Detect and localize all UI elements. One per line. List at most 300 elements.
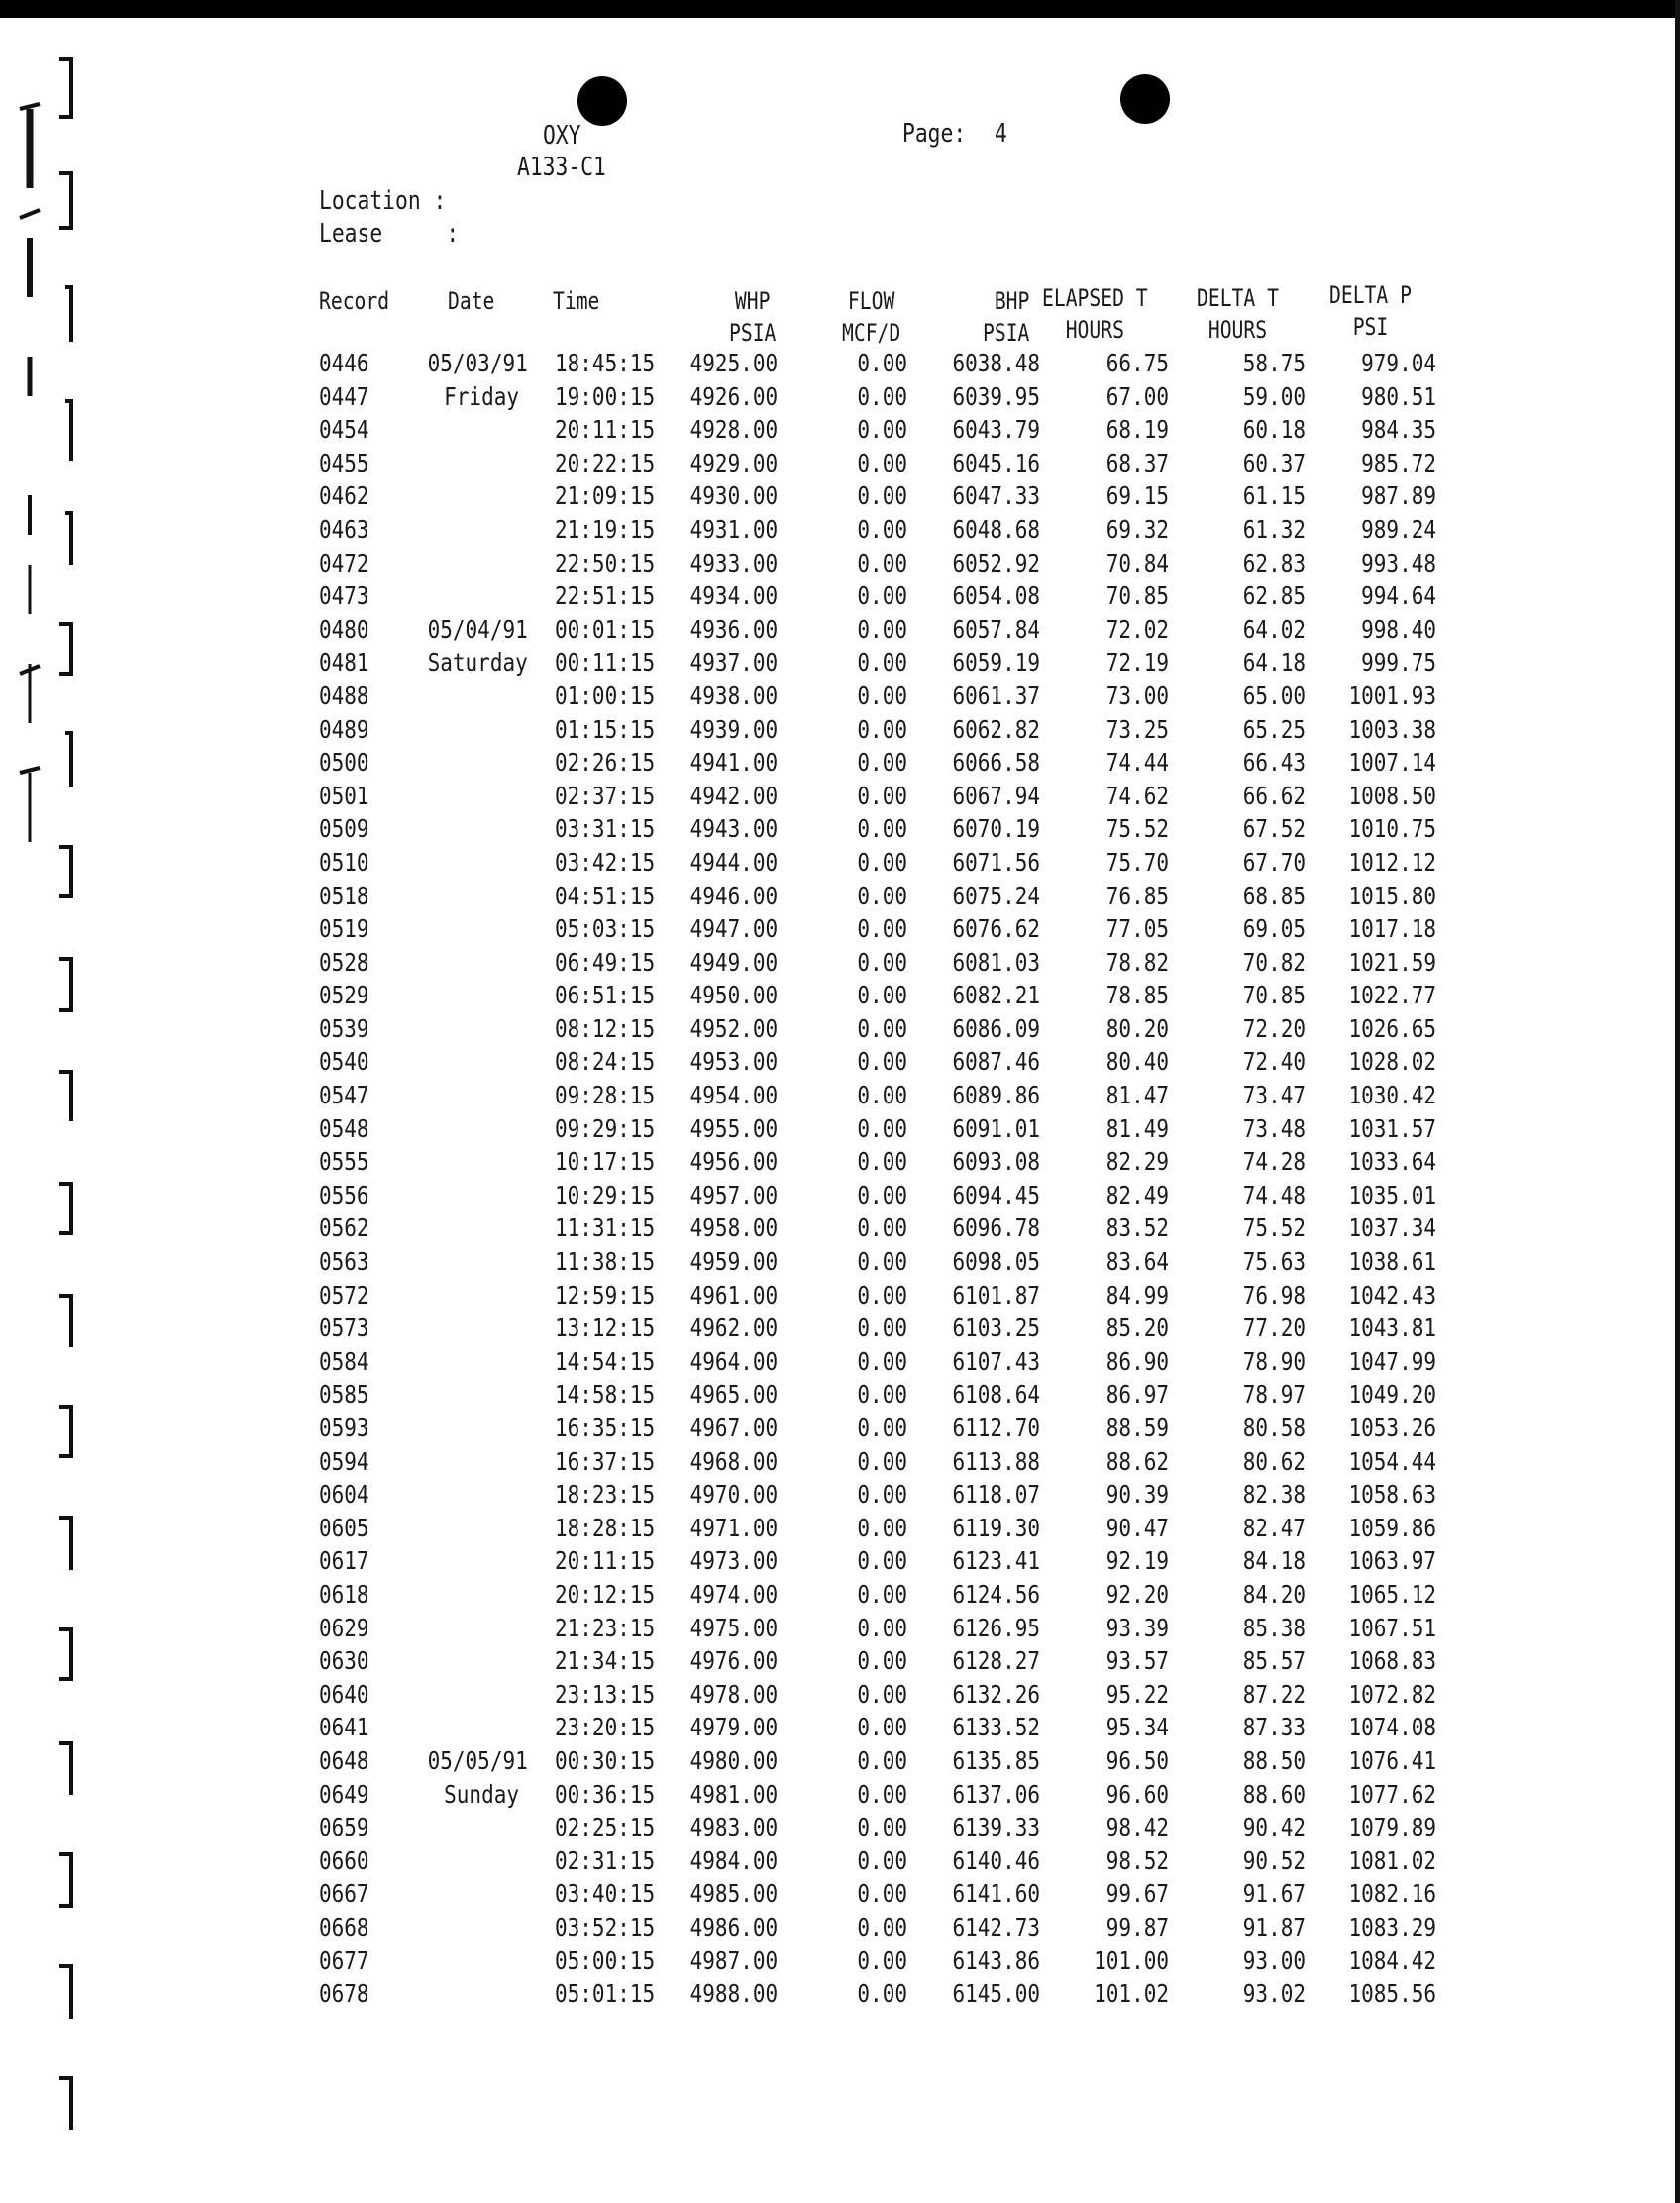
date-cell: 05/05/91 <box>427 1745 528 1775</box>
delta-p-cell: 998.40 <box>1361 614 1436 644</box>
delta-t-cell: 72.20 <box>1242 1013 1306 1043</box>
record-cell: 0630 <box>319 1646 369 1676</box>
time-cell: 20:11:15 <box>555 1546 656 1576</box>
record-cell: 0573 <box>319 1313 369 1343</box>
time-cell: 20:22:15 <box>555 448 656 477</box>
column-header-elapsed: ELAPSED T HOURS <box>1042 284 1148 344</box>
flow-cell: 0.00 <box>857 1446 907 1476</box>
table-row <box>0 1480 1680 1514</box>
bhp-cell: 6054.08 <box>952 581 1040 611</box>
table-row <box>0 1746 1680 1780</box>
record-cell: 0540 <box>319 1047 369 1077</box>
time-cell: 21:34:15 <box>555 1646 656 1676</box>
bhp-cell: 6039.95 <box>952 381 1040 411</box>
whp-cell: 4959.00 <box>689 1247 779 1277</box>
delta-t-cell: 91.87 <box>1242 1912 1306 1941</box>
delta-t-cell: 76.98 <box>1242 1280 1306 1310</box>
whp-cell: 4947.00 <box>689 914 779 944</box>
bhp-cell: 6143.86 <box>952 1945 1040 1975</box>
elapsed-cell: 72.19 <box>1105 648 1169 678</box>
column-header-time: Time <box>553 287 600 315</box>
elapsed-cell: 90.47 <box>1105 1513 1169 1542</box>
flow-cell: 0.00 <box>857 714 907 744</box>
record-cell: 0473 <box>319 581 369 611</box>
record-cell: 0572 <box>319 1280 369 1310</box>
delta-p-cell: 980.51 <box>1361 381 1436 411</box>
flow-cell: 0.00 <box>857 1247 907 1277</box>
record-cell: 0518 <box>319 881 369 910</box>
time-cell: 09:29:15 <box>555 1113 656 1143</box>
delta-t-cell: 80.62 <box>1242 1446 1306 1476</box>
flow-cell: 0.00 <box>857 1912 907 1941</box>
delta-t-cell: 73.47 <box>1242 1081 1306 1110</box>
bhp-cell: 6048.68 <box>952 514 1040 544</box>
time-cell: 03:31:15 <box>555 814 656 844</box>
bhp-cell: 6071.56 <box>952 847 1040 877</box>
delta-p-cell: 989.24 <box>1361 514 1436 544</box>
time-cell: 16:35:15 <box>555 1414 656 1442</box>
time-cell: 01:00:15 <box>555 681 656 710</box>
bhp-cell: 6126.95 <box>952 1613 1040 1642</box>
table-row <box>0 382 1680 416</box>
time-cell: 13:12:15 <box>555 1313 656 1343</box>
whp-cell: 4941.00 <box>689 748 779 778</box>
delta-t-cell: 74.28 <box>1242 1147 1306 1177</box>
time-cell: 11:31:15 <box>555 1213 656 1243</box>
elapsed-cell: 77.05 <box>1105 914 1169 944</box>
elapsed-cell: 86.90 <box>1105 1346 1169 1376</box>
record-cell: 0463 <box>319 514 369 544</box>
delta-p-cell: 1003.38 <box>1348 714 1436 744</box>
record-cell: 0462 <box>319 481 369 511</box>
time-cell: 10:17:15 <box>555 1147 656 1177</box>
flow-cell: 0.00 <box>857 415 907 445</box>
table-row <box>0 1846 1680 1880</box>
delta-p-cell: 1059.86 <box>1348 1513 1436 1542</box>
flow-cell: 0.00 <box>857 881 907 910</box>
delta-p-cell: 1082.16 <box>1348 1879 1436 1909</box>
record-cell: 0509 <box>319 814 369 844</box>
delta-t-cell: 80.58 <box>1242 1414 1306 1442</box>
company-label: OXY <box>543 121 581 151</box>
record-cell: 0519 <box>319 914 369 944</box>
elapsed-cell: 82.49 <box>1105 1180 1169 1209</box>
elapsed-cell: 98.42 <box>1105 1813 1169 1842</box>
record-cell: 0641 <box>319 1713 369 1742</box>
flow-cell: 0.00 <box>857 1346 907 1376</box>
record-cell: 0548 <box>319 1113 369 1143</box>
whp-cell: 4953.00 <box>689 1047 779 1077</box>
delta-t-cell: 59.00 <box>1242 381 1306 411</box>
elapsed-cell: 75.70 <box>1105 847 1169 877</box>
delta-t-cell: 93.02 <box>1242 1979 1306 2009</box>
elapsed-cell: 101.02 <box>1094 1979 1169 2009</box>
time-cell: 20:11:15 <box>555 415 656 445</box>
elapsed-cell: 95.22 <box>1105 1679 1169 1709</box>
bhp-cell: 6091.01 <box>952 1113 1040 1143</box>
record-cell: 0593 <box>319 1414 369 1442</box>
record-cell: 0446 <box>319 349 369 377</box>
time-cell: 21:09:15 <box>555 481 656 511</box>
delta-p-cell: 1049.20 <box>1348 1380 1436 1410</box>
delta-t-cell: 91.67 <box>1242 1879 1306 1909</box>
delta-p-cell: 984.35 <box>1361 415 1436 445</box>
time-cell: 14:58:15 <box>555 1380 656 1410</box>
flow-cell: 0.00 <box>857 1979 907 2009</box>
table-row <box>0 1081 1680 1114</box>
elapsed-cell: 68.19 <box>1105 415 1169 445</box>
delta-p-cell: 1077.62 <box>1348 1779 1436 1809</box>
bhp-cell: 6124.56 <box>952 1579 1040 1609</box>
delta-p-cell: 1047.99 <box>1348 1346 1436 1376</box>
elapsed-cell: 92.20 <box>1105 1579 1169 1609</box>
whp-cell: 4973.00 <box>689 1546 779 1576</box>
whp-cell: 4988.00 <box>689 1979 779 2009</box>
bhp-cell: 6086.09 <box>952 1013 1040 1043</box>
record-cell: 0660 <box>319 1845 369 1875</box>
time-cell: 10:29:15 <box>555 1180 656 1209</box>
flow-cell: 0.00 <box>857 1213 907 1243</box>
record-cell: 0563 <box>319 1247 369 1277</box>
whp-cell: 4961.00 <box>689 1280 779 1310</box>
whp-cell: 4985.00 <box>689 1879 779 1909</box>
flow-cell: 0.00 <box>857 648 907 678</box>
column-header-bhp: BHP PSIA <box>983 287 1030 347</box>
whp-cell: 4958.00 <box>689 1213 779 1243</box>
record-cell: 0472 <box>319 548 369 577</box>
bhp-cell: 6141.60 <box>952 1879 1040 1909</box>
table-row <box>0 1414 1680 1447</box>
flow-cell: 0.00 <box>857 1180 907 1209</box>
whp-cell: 4937.00 <box>689 648 779 678</box>
record-cell: 0668 <box>319 1912 369 1941</box>
whp-cell: 4939.00 <box>689 714 779 744</box>
whp-cell: 4943.00 <box>689 814 779 844</box>
elapsed-cell: 81.47 <box>1105 1081 1169 1110</box>
table-row <box>0 1347 1680 1381</box>
delta-p-cell: 1081.02 <box>1348 1845 1436 1875</box>
bhp-cell: 6123.41 <box>952 1546 1040 1576</box>
elapsed-cell: 99.87 <box>1105 1912 1169 1941</box>
delta-t-cell: 65.00 <box>1242 681 1306 710</box>
time-cell: 16:37:15 <box>555 1446 656 1476</box>
record-cell: 0481 <box>319 648 369 678</box>
bhp-cell: 6119.30 <box>952 1513 1040 1542</box>
flow-cell: 0.00 <box>857 1081 907 1110</box>
table-row <box>0 914 1680 948</box>
bhp-cell: 6089.86 <box>952 1081 1040 1110</box>
record-cell: 0547 <box>319 1081 369 1110</box>
elapsed-cell: 78.85 <box>1105 981 1169 1010</box>
whp-cell: 4931.00 <box>689 514 779 544</box>
table-row <box>0 1879 1680 1913</box>
flow-cell: 0.00 <box>857 1879 907 1909</box>
record-cell: 0677 <box>319 1945 369 1975</box>
record-cell: 0555 <box>319 1147 369 1177</box>
column-header-delta-t: DELTA T HOURS <box>1197 284 1279 344</box>
time-cell: 08:12:15 <box>555 1013 656 1043</box>
delta-t-cell: 70.85 <box>1242 981 1306 1010</box>
elapsed-cell: 95.34 <box>1105 1713 1169 1742</box>
elapsed-cell: 88.59 <box>1105 1414 1169 1442</box>
delta-t-cell: 62.85 <box>1242 581 1306 611</box>
time-cell: 05:01:15 <box>555 1979 656 2009</box>
delta-t-cell: 90.52 <box>1242 1845 1306 1875</box>
whp-cell: 4946.00 <box>689 881 779 910</box>
bhp-cell: 6137.06 <box>952 1779 1040 1809</box>
elapsed-cell: 99.67 <box>1105 1879 1169 1909</box>
flow-cell: 0.00 <box>857 1480 907 1510</box>
elapsed-cell: 83.52 <box>1105 1213 1169 1243</box>
table-row <box>0 1946 1680 1980</box>
delta-t-cell: 70.82 <box>1242 947 1306 977</box>
time-cell: 22:51:15 <box>555 581 656 611</box>
table-row <box>0 1281 1680 1314</box>
time-cell: 12:59:15 <box>555 1280 656 1310</box>
delta-p-cell: 1053.26 <box>1348 1414 1436 1442</box>
elapsed-cell: 92.19 <box>1105 1546 1169 1576</box>
whp-cell: 4974.00 <box>689 1579 779 1609</box>
bhp-cell: 6140.46 <box>952 1845 1040 1875</box>
whp-cell: 4964.00 <box>689 1346 779 1376</box>
flow-cell: 0.00 <box>857 1613 907 1642</box>
table-row <box>0 549 1680 582</box>
bhp-cell: 6101.87 <box>952 1280 1040 1310</box>
delta-p-cell: 994.64 <box>1361 581 1436 611</box>
flow-cell: 0.00 <box>857 1745 907 1775</box>
flow-cell: 0.00 <box>857 581 907 611</box>
elapsed-cell: 96.60 <box>1105 1779 1169 1809</box>
flow-cell: 0.00 <box>857 1546 907 1576</box>
delta-t-cell: 67.70 <box>1242 847 1306 877</box>
delta-p-cell: 1026.65 <box>1348 1013 1436 1043</box>
flow-cell: 0.00 <box>857 1679 907 1709</box>
column-header-whp: WHP PSIA <box>729 287 777 347</box>
bhp-cell: 6062.82 <box>952 714 1040 744</box>
delta-p-cell: 1038.61 <box>1348 1247 1436 1277</box>
delta-t-cell: 84.18 <box>1242 1546 1306 1576</box>
page-label: Page: <box>902 119 967 149</box>
time-cell: 02:37:15 <box>555 781 656 810</box>
table-row <box>0 615 1680 649</box>
whp-cell: 4926.00 <box>689 381 779 411</box>
table-row <box>0 415 1680 449</box>
delta-t-cell: 65.25 <box>1242 714 1306 744</box>
location-label: Location : <box>319 186 447 216</box>
bhp-cell: 6059.19 <box>952 648 1040 678</box>
time-cell: 00:11:15 <box>555 648 656 678</box>
table-row <box>0 682 1680 715</box>
elapsed-cell: 85.20 <box>1105 1313 1169 1343</box>
delta-p-cell: 1043.81 <box>1348 1313 1436 1343</box>
bhp-cell: 6112.70 <box>952 1414 1040 1442</box>
bhp-cell: 6108.64 <box>952 1380 1040 1410</box>
elapsed-cell: 98.52 <box>1105 1845 1169 1875</box>
delta-p-cell: 1001.93 <box>1348 681 1436 710</box>
elapsed-cell: 81.49 <box>1105 1113 1169 1143</box>
delta-p-cell: 993.48 <box>1361 548 1436 577</box>
record-cell: 0629 <box>319 1613 369 1642</box>
delta-p-cell: 1021.59 <box>1348 947 1436 977</box>
elapsed-cell: 80.20 <box>1105 1013 1169 1043</box>
time-cell: 00:36:15 <box>555 1779 656 1809</box>
whp-cell: 4949.00 <box>689 947 779 977</box>
bhp-cell: 6094.45 <box>952 1180 1040 1209</box>
whp-cell: 4967.00 <box>689 1414 779 1442</box>
delta-p-cell: 1068.83 <box>1348 1646 1436 1676</box>
flow-cell: 0.00 <box>857 1113 907 1143</box>
delta-t-cell: 90.42 <box>1242 1813 1306 1842</box>
bhp-cell: 6070.19 <box>952 814 1040 844</box>
elapsed-cell: 75.52 <box>1105 814 1169 844</box>
delta-p-cell: 1010.75 <box>1348 814 1436 844</box>
whp-cell: 4976.00 <box>689 1646 779 1676</box>
delta-t-cell: 85.38 <box>1242 1613 1306 1642</box>
delta-t-cell: 85.57 <box>1242 1646 1306 1676</box>
elapsed-cell: 88.62 <box>1105 1446 1169 1476</box>
table-row <box>0 1979 1680 2013</box>
delta-p-cell: 1022.77 <box>1348 981 1436 1010</box>
record-cell: 0649 <box>319 1779 369 1809</box>
record-cell: 0667 <box>319 1879 369 1909</box>
whp-cell: 4983.00 <box>689 1813 779 1842</box>
well-label: A133-C1 <box>517 153 606 182</box>
elapsed-cell: 72.02 <box>1105 614 1169 644</box>
time-cell: 05:03:15 <box>555 914 656 944</box>
delta-p-cell: 1008.50 <box>1348 781 1436 810</box>
delta-p-cell: 1083.29 <box>1348 1912 1436 1941</box>
whp-cell: 4970.00 <box>689 1480 779 1510</box>
time-cell: 02:25:15 <box>555 1813 656 1842</box>
column-header-delta-p: DELTA P PSI <box>1329 281 1412 341</box>
whp-cell: 4955.00 <box>689 1113 779 1143</box>
record-cell: 0678 <box>319 1979 369 2009</box>
table-row <box>0 782 1680 815</box>
time-cell: 03:52:15 <box>555 1912 656 1941</box>
bhp-cell: 6045.16 <box>952 448 1040 477</box>
time-cell: 00:01:15 <box>555 614 656 644</box>
flow-cell: 0.00 <box>857 1813 907 1842</box>
time-cell: 03:42:15 <box>555 847 656 877</box>
delta-t-cell: 93.00 <box>1242 1945 1306 1975</box>
bhp-cell: 6081.03 <box>952 947 1040 977</box>
date-cell: Sunday <box>444 1779 519 1809</box>
record-cell: 0455 <box>319 448 369 477</box>
delta-p-cell: 1085.56 <box>1348 1979 1436 2009</box>
table-row <box>0 1680 1680 1714</box>
table-row <box>0 948 1680 982</box>
flow-cell: 0.00 <box>857 1713 907 1742</box>
table-row <box>0 1514 1680 1547</box>
date-cell: Friday <box>444 381 519 411</box>
record-cell: 0617 <box>319 1546 369 1576</box>
table-row <box>0 1247 1680 1281</box>
column-header-record: Record <box>319 287 390 315</box>
record-cell: 0529 <box>319 981 369 1010</box>
bhp-cell: 6096.78 <box>952 1213 1040 1243</box>
whp-cell: 4957.00 <box>689 1180 779 1209</box>
elapsed-cell: 90.39 <box>1105 1480 1169 1510</box>
table-row <box>0 349 1680 382</box>
delta-t-cell: 62.83 <box>1242 548 1306 577</box>
whp-cell: 4944.00 <box>689 847 779 877</box>
time-cell: 18:23:15 <box>555 1480 656 1510</box>
elapsed-cell: 76.85 <box>1105 881 1169 910</box>
elapsed-cell: 67.00 <box>1105 381 1169 411</box>
flow-cell: 0.00 <box>857 1579 907 1609</box>
bhp-cell: 6128.27 <box>952 1646 1040 1676</box>
flow-cell: 0.00 <box>857 1013 907 1043</box>
delta-p-cell: 1012.12 <box>1348 847 1436 877</box>
bhp-cell: 6067.94 <box>952 781 1040 810</box>
time-cell: 19:00:15 <box>555 381 656 411</box>
delta-p-cell: 1058.63 <box>1348 1480 1436 1510</box>
delta-p-cell: 1067.51 <box>1348 1613 1436 1642</box>
record-cell: 0594 <box>319 1446 369 1476</box>
bhp-cell: 6075.24 <box>952 881 1040 910</box>
table-row <box>0 1181 1680 1214</box>
record-cell: 0648 <box>319 1745 369 1775</box>
time-cell: 23:20:15 <box>555 1713 656 1742</box>
elapsed-cell: 80.40 <box>1105 1047 1169 1077</box>
page-number: 4 <box>995 119 1007 149</box>
time-cell: 02:26:15 <box>555 748 656 778</box>
bhp-cell: 6107.43 <box>952 1346 1040 1376</box>
table-row <box>0 1713 1680 1746</box>
bhp-cell: 6132.26 <box>952 1679 1040 1709</box>
flow-cell: 0.00 <box>857 1845 907 1875</box>
delta-t-cell: 84.20 <box>1242 1579 1306 1609</box>
delta-p-cell: 1007.14 <box>1348 748 1436 778</box>
delta-t-cell: 61.15 <box>1242 481 1306 511</box>
table-row <box>0 1580 1680 1614</box>
table-row <box>0 882 1680 915</box>
delta-p-cell: 1035.01 <box>1348 1180 1436 1209</box>
elapsed-cell: 84.99 <box>1105 1280 1169 1310</box>
delta-p-cell: 1042.43 <box>1348 1280 1436 1310</box>
whp-cell: 4978.00 <box>689 1679 779 1709</box>
delta-p-cell: 979.04 <box>1361 349 1436 377</box>
time-cell: 14:54:15 <box>555 1346 656 1376</box>
record-cell: 0562 <box>319 1213 369 1243</box>
time-cell: 21:19:15 <box>555 514 656 544</box>
whp-cell: 4928.00 <box>689 415 779 445</box>
bhp-cell: 6066.58 <box>952 748 1040 778</box>
whp-cell: 4956.00 <box>689 1147 779 1177</box>
delta-p-cell: 1017.18 <box>1348 914 1436 944</box>
elapsed-cell: 96.50 <box>1105 1745 1169 1775</box>
elapsed-cell: 74.62 <box>1105 781 1169 810</box>
bhp-cell: 6052.92 <box>952 548 1040 577</box>
flow-cell: 0.00 <box>857 914 907 944</box>
elapsed-cell: 93.57 <box>1105 1646 1169 1676</box>
whp-cell: 4952.00 <box>689 1013 779 1043</box>
table-row <box>0 515 1680 549</box>
delta-p-cell: 1033.64 <box>1348 1147 1436 1177</box>
flow-cell: 0.00 <box>857 381 907 411</box>
table-row <box>0 581 1680 615</box>
delta-t-cell: 67.52 <box>1242 814 1306 844</box>
flow-cell: 0.00 <box>857 847 907 877</box>
delta-p-cell: 1028.02 <box>1348 1047 1436 1077</box>
bhp-cell: 6133.52 <box>952 1713 1040 1742</box>
whp-cell: 4987.00 <box>689 1945 779 1975</box>
table-row <box>0 449 1680 482</box>
lease-label: Lease : <box>319 219 460 249</box>
whp-cell: 4980.00 <box>689 1745 779 1775</box>
date-cell: Saturday <box>427 648 528 678</box>
delta-t-cell: 66.43 <box>1242 748 1306 778</box>
